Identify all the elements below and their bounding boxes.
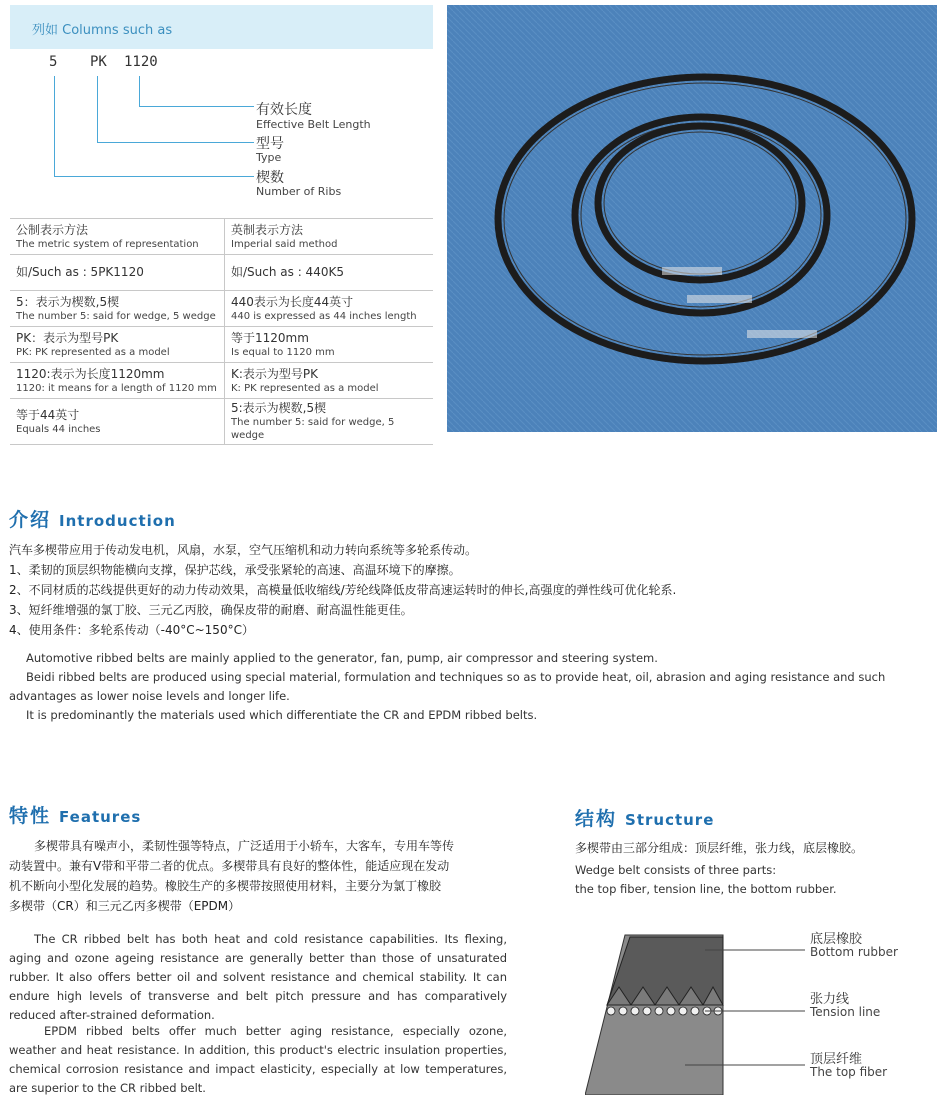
ribs-label-en: Number of Ribs	[256, 185, 342, 198]
table-cell: PK：表示为型号PK PK: PK represented as a model	[10, 327, 225, 363]
features-title-en: Features	[59, 808, 142, 826]
features-cn-line: 机不断向小型化发展的趋势。橡胶生产的多楔带按照使用材料，主要分为氯丁橡胶	[9, 879, 442, 893]
table-cell: 等于44英寸 Equals 44 inches	[10, 399, 225, 445]
structure-en-line-1: Wedge belt consists of three parts:	[575, 863, 777, 877]
example-header	[10, 5, 433, 49]
features-en-paragraph-2: EPDM ribbed belts offer much better aging resistance, especially ozone, weather and heat resistance. In addition, this product's electric insulation properties, chemical corrosion resistance and impact elasticity, especially at low temperatures, are superior to the CR ribbed belt.	[9, 1024, 507, 1095]
top-fiber-label-cn: 顶层纤维	[810, 1052, 863, 1067]
bottom-rubber-label-cn: 底层橡胶	[810, 932, 863, 947]
table-row	[10, 291, 433, 327]
table-row	[10, 219, 433, 255]
table-cell: 440表示为长度44英寸 440 is expressed as 44 inches length	[225, 291, 434, 327]
table-row	[10, 327, 433, 363]
intro-cn-line: 3、短纤维增强的氯丁胶、三元乙丙胶，确保皮带的耐磨、耐高温性能更佳。	[9, 603, 413, 617]
type-label-cn: 型号	[256, 136, 284, 152]
ribs-label-cn: 楔数	[256, 170, 284, 186]
representation-table	[10, 218, 433, 445]
intro-en-paragraph-1: Automotive ribbed belts are mainly applied to the generator, fan, pump, air compressor and steering system.	[26, 651, 658, 665]
length-connector-horizontal	[139, 106, 254, 107]
ribs-connector-horizontal	[54, 176, 254, 177]
length-connector-vertical	[139, 76, 140, 107]
example-header-text: 列如 Columns such as	[32, 23, 173, 38]
table-cell: 如/Such as : 5PK1120	[10, 255, 225, 291]
structure-cn-text: 多楔带由三部分组成：顶层纤维，张力线，底层橡胶。	[575, 841, 864, 855]
belt-photo-illustration	[447, 5, 937, 432]
table-cell: 公制表示方法 The metric system of representation	[10, 219, 225, 255]
table-row	[10, 363, 433, 399]
table-row	[10, 399, 433, 445]
intro-cn-line: 1、柔韧的顶层织物能横向支撑，保护芯线，承受张紧轮的高速、高温环境下的摩擦。	[9, 563, 461, 577]
length-label-en: Effective Belt Length	[256, 118, 371, 131]
table-cell: 1120:表示为长度1120mm 1120: it means for a length of 1120 mm	[10, 363, 225, 399]
code-length: 1120	[124, 54, 158, 70]
intro-en-paragraph-2: Beidi ribbed belts are produced using special material, formulation and techniques so as to provide heat, oil, abrasion and aging resistance and such advantages as lower noise levels and longer life.	[9, 670, 886, 703]
type-connector-vertical	[97, 76, 98, 143]
features-title-cn: 特性	[9, 805, 52, 827]
bottom-rubber-label-en: Bottom rubber	[810, 945, 898, 959]
table-cell: 如/Such as : 440K5	[225, 255, 434, 291]
intro-en-paragraph-3: It is predominantly the materials used which differentiate the CR and EPDM ribbed belts.	[26, 708, 538, 722]
features-cn-line: 多楔带（CR）和三元乙丙多楔带（EPDM）	[9, 899, 241, 913]
intro-title-cn: 介绍	[9, 509, 52, 531]
type-connector-horizontal	[97, 142, 254, 143]
tension-line-label-cn: 张力线	[810, 992, 850, 1007]
features-cn-line: 多楔带具有噪声小，柔韧性强等特点，广泛适用于小轿车，大客车，专用车等传	[34, 839, 455, 853]
features-en-paragraph-1: The CR ribbed belt has both heat and cold resistance capabilities. Its flexing, aging and ozone ageing resistance are generally better than those of unsaturated rubber. It also offers better oil and solvent resistance and chemical stability. It can endure high levels of transverse and belt pitch pressure and has comparatively reduced after-strained deformation.	[9, 932, 507, 1022]
length-label-cn: 有效长度	[256, 102, 312, 118]
code-ribs: 5	[49, 54, 58, 70]
table-cell: 5：表示为楔数,5楔 The number 5: said for wedge, 5 wedge	[10, 291, 225, 327]
table-cell: 英制表示方法 Imperial said method	[225, 219, 434, 255]
belt-photo	[447, 5, 937, 432]
intro-cn-line: 4、使用条件：多轮系传动（-40°C~150°C）	[9, 623, 254, 637]
tension-line-label-en: Tension line	[810, 1005, 881, 1019]
intro-title-en: Introduction	[59, 512, 176, 530]
intro-cn-line: 2、不同材质的芯线提供更好的动力传动效果，高模量低收缩线/芳纶线降低皮带高速运转时的伸长,高强度的弹性线可优化轮系.	[9, 583, 677, 597]
features-cn-line: 动装置中。兼有V带和平带二者的优点。多楔带具有良好的整体性，能适应现在发动	[9, 859, 450, 873]
structure-title-en: Structure	[625, 811, 715, 829]
structure-title-cn: 结构	[575, 808, 618, 830]
table-cell: 5:表示为楔数,5楔 The number 5: said for wedge, 5 wedge	[225, 399, 434, 445]
table-cell: K:表示为型号PK K: PK represented as a model	[225, 363, 434, 399]
type-label-en: Type	[256, 151, 282, 164]
features-heading	[9, 801, 141, 828]
ribs-connector-vertical	[54, 76, 55, 177]
top-fiber-label-en: The top fiber	[810, 1065, 888, 1079]
table-row	[10, 255, 433, 291]
intro-heading	[9, 505, 176, 532]
code-type: PK	[90, 54, 107, 70]
structure-heading	[575, 804, 714, 831]
table-cell: 等于1120mm Is equal to 1120 mm	[225, 327, 434, 363]
structure-en-line-2: the top fiber, tension line, the bottom rubber.	[575, 882, 837, 896]
intro-cn-line: 汽车多楔带应用于传动发电机，风扇，水泵，空气压缩机和动力转向系统等多轮系传动。	[9, 543, 478, 557]
